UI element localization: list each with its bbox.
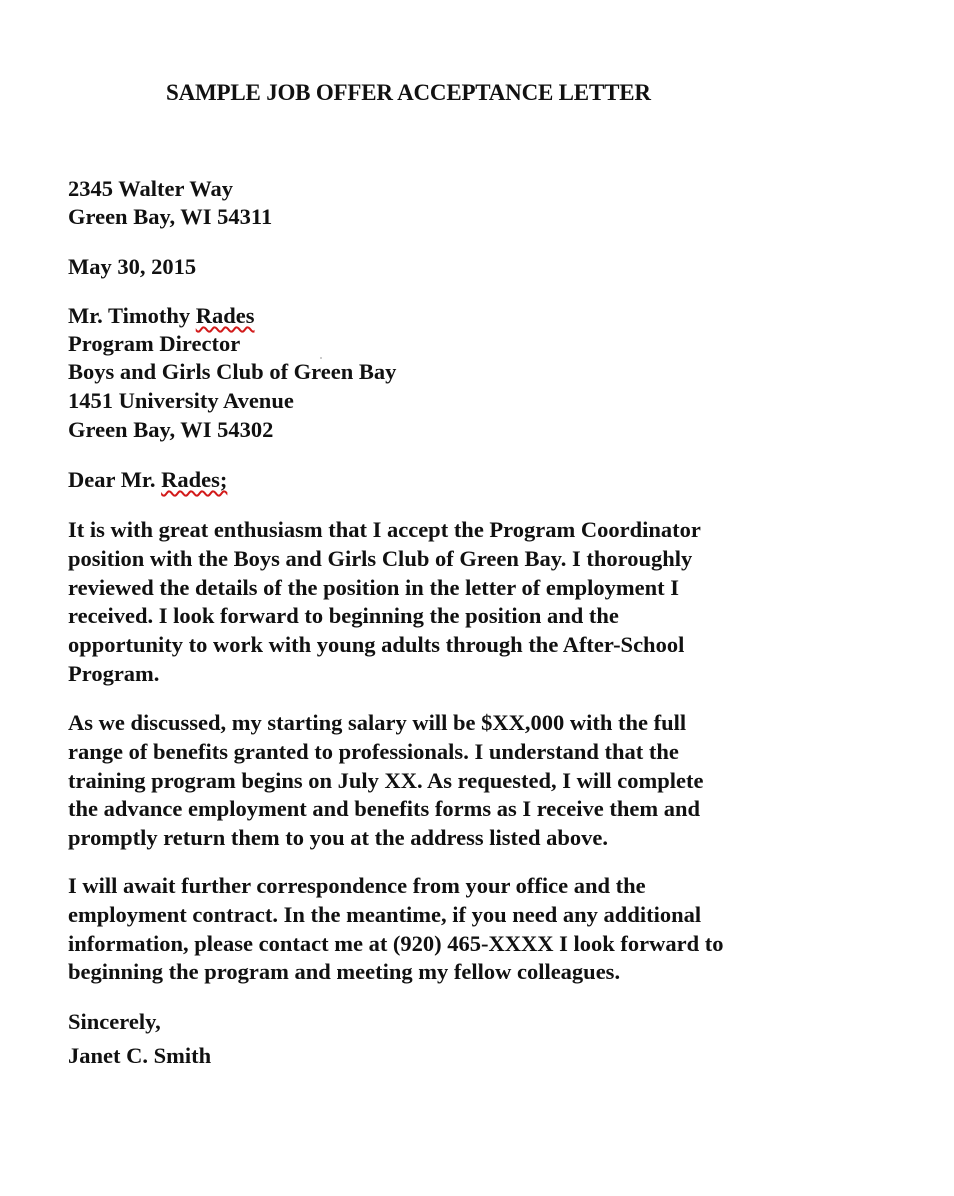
paragraph-line: As we discussed, my starting salary will be $XX,000 with the full (68, 710, 687, 735)
salutation (68, 466, 227, 494)
recipient-organization: Boys and Girls Club of Green Bay (68, 359, 397, 384)
paragraph-line: range of benefits granted to professionals. I understand that the (68, 738, 679, 764)
recipient-city-line: Green Bay, WI 54302 (68, 417, 274, 442)
paragraph-line: Program. (68, 660, 160, 686)
salutation-prefix: Dear Mr. (68, 467, 162, 492)
paragraph-line: training program begins on July XX. As requested, I will complete (68, 767, 704, 793)
closing: Sincerely, (68, 1009, 161, 1034)
salutation-surname: Rades; (161, 467, 228, 492)
signature-name: Janet C. Smith (68, 1043, 212, 1068)
letter-title: SAMPLE JOB OFFER ACCEPTANCE LETTER (166, 80, 651, 105)
paragraph-line: beginning the program and meeting my fellow colleagues. (68, 959, 621, 985)
recipient-role: Program Director (68, 331, 241, 356)
body-paragraph-2 (68, 709, 703, 853)
paragraph-line: I will await further correspondence from your office and the (68, 873, 646, 898)
recipient-name-prefix: Mr. Timothy (68, 303, 196, 328)
paragraph-line: employment contract. In the meantime, if you need any additional (68, 901, 702, 927)
recipient-street: 1451 University Avenue (68, 388, 294, 413)
paragraph-line: information, please contact me at (920) 465-XXXX I look forward to (68, 930, 724, 956)
sender-city-line: Green Bay, WI 54311 (68, 204, 273, 229)
body-paragraph-3 (68, 872, 724, 987)
paragraph-line: reviewed the details of the position in the letter of employment I (68, 574, 679, 600)
scan-speck (320, 357, 322, 359)
paragraph-line: the advance employment and benefits forms as I receive them and (68, 796, 701, 822)
recipient-surname: Rades (195, 303, 255, 328)
recipient-name (68, 302, 255, 330)
paragraph-line: opportunity to work with young adults through the After-School (68, 632, 685, 658)
paragraph-line: received. I look forward to beginning the position and the (68, 603, 619, 629)
paragraph-line: position with the Boys and Girls Club of Green Bay. I thoroughly (68, 545, 693, 571)
paragraph-line: promptly return them to you at the address listed above. (68, 825, 608, 851)
sender-street: 2345 Walter Way (68, 176, 234, 201)
body-paragraph-1 (68, 516, 701, 689)
paragraph-line: It is with great enthusiasm that I accept the Program Coordinator (68, 517, 701, 542)
letter-date: May 30, 2015 (68, 254, 197, 279)
